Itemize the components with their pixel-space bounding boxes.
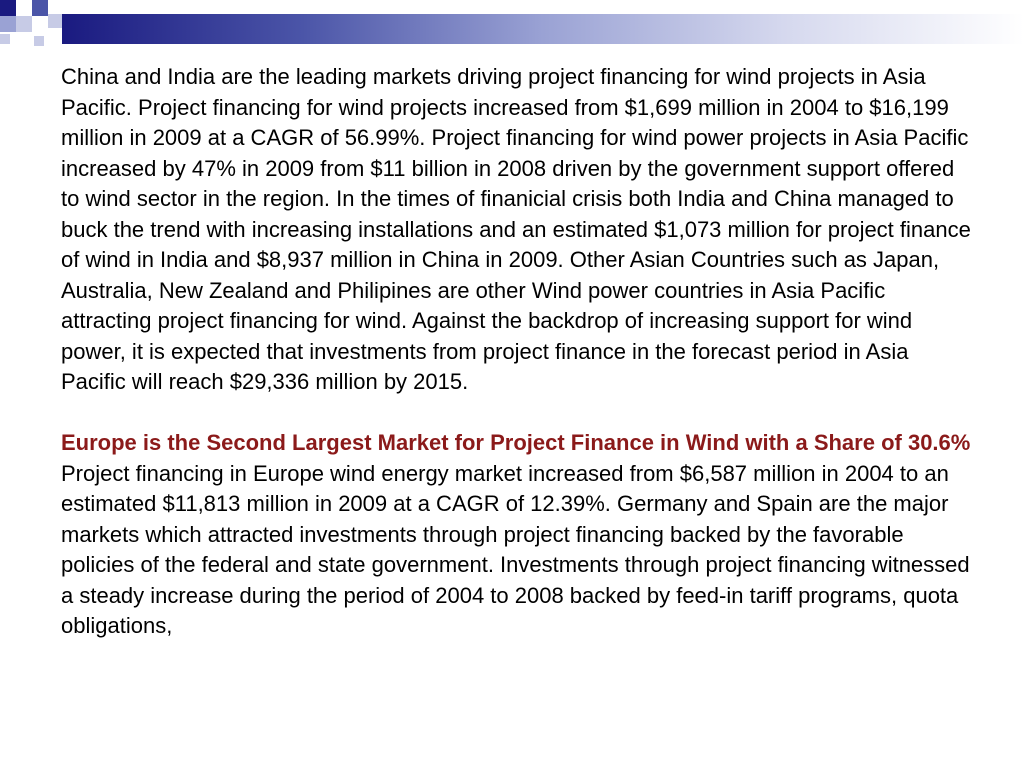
europe-heading: Europe is the Second Largest Market for Project Finance in Wind with a Share of 30.6% [61,430,971,455]
slide-body [61,62,976,642]
decorative-square [16,16,32,32]
header-gradient-bar [62,14,1024,44]
decorative-square [48,14,62,28]
europe-paragraph: Project financing in Europe wind energy market increased from $6,587 million in 2004 to an estimated $11,813 million in 2009 at a CAGR of 12.39%. Germany and Spain are the major markets which attracted investments through project financing backed by the favorable policies of the federal and state government. Investments through project financing witnessed a steady increase during the period of 2004 to 2008 backed by feed-in tariff programs, quota obligations, [61,460,970,638]
decorative-square [0,16,16,32]
paragraph-spacer [61,398,976,429]
decorative-square [16,0,30,14]
decorative-square [0,0,16,16]
asia-pacific-paragraph: China and India are the leading markets driving project financing for wind projects in Asia Pacific. Project financing for wind projects increased from $1,699 million in 2004 to $16,199 million in 2009 at a CAGR of 56.99%. Project financing for wind power projects in Asia Pacific increased by 47% in 2009 from $11 billion in 2008 driven by the government support offered to wind sector in the region. In the times of finanicial crisis both India and China managed to buck the trend with increasing installations and an estimated $1,073 million for project finance of wind in India and $8,937 million in China in 2009. Other Asian Countries such as Japan, Australia, New Zealand and Philipines are other Wind power countries in Asia Pacific attracting project financing for wind. Against the backdrop of increasing support for wind power, it is expected that investments from project finance in the forecast period in Asia Pacific will reach $29,336 million by 2015. [61,64,971,394]
decorative-square [34,36,44,46]
decorative-square [32,0,48,16]
decorative-square [0,34,10,44]
